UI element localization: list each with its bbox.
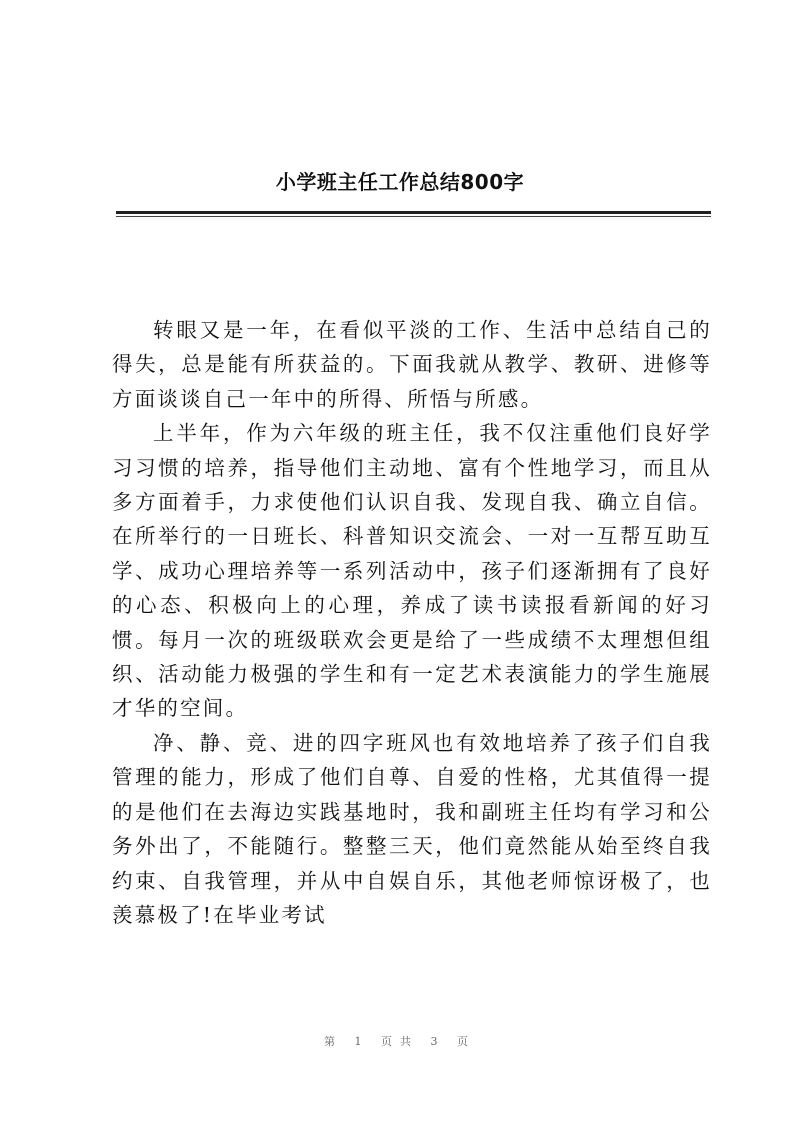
title-divider-thin (116, 216, 711, 217)
document-body (112, 313, 712, 932)
paragraph-3: 净、静、竞、进的四字班风也有效地培养了孩子们自我管理的能力，形成了他们自尊、自爱的性格，尤其值得一提的是他们在去海边实践基地时，我和副班主任均有学习和公务外出了，不能随行。整整三天，他们竟然能从始至终自我约束、自我管理，并从中自娱自乐，其他老师惊讶极了，也羡慕极了!在毕业考试 (112, 730, 712, 927)
title-divider (116, 211, 711, 214)
paragraph-2: 上半年，作为六年级的班主任，我不仅注重他们良好学习习惯的培养，指导他们主动地、富有个性地学习，而且从多方面着手，力求使他们认识自我、发现自我、确立自信。在所举行的一日班长、科普知识交流会、一对一互帮互助互学、成功心理培养等一系列活动中，孩子们逐渐拥有了良好的心态、积极向上的心理，养成了读书读报看新闻的好习惯。每月一次的班级联欢会更是给了一些成绩不太理想但组织、活动能力极强的学生和有一定艺术表演能力的学生施展才华的空间。 (112, 421, 712, 721)
page-number-footer: 第 1 页共 3 页 (324, 1035, 476, 1048)
paragraph-1: 转眼又是一年，在看似平淡的工作、生活中总结自己的得失，总是能有所获益的。下面我就从教学、教研、进修等方面谈谈自己一年中的所得、所悟与所感。 (112, 318, 712, 411)
page-title: 小学班主任工作总结800字 (275, 170, 525, 194)
